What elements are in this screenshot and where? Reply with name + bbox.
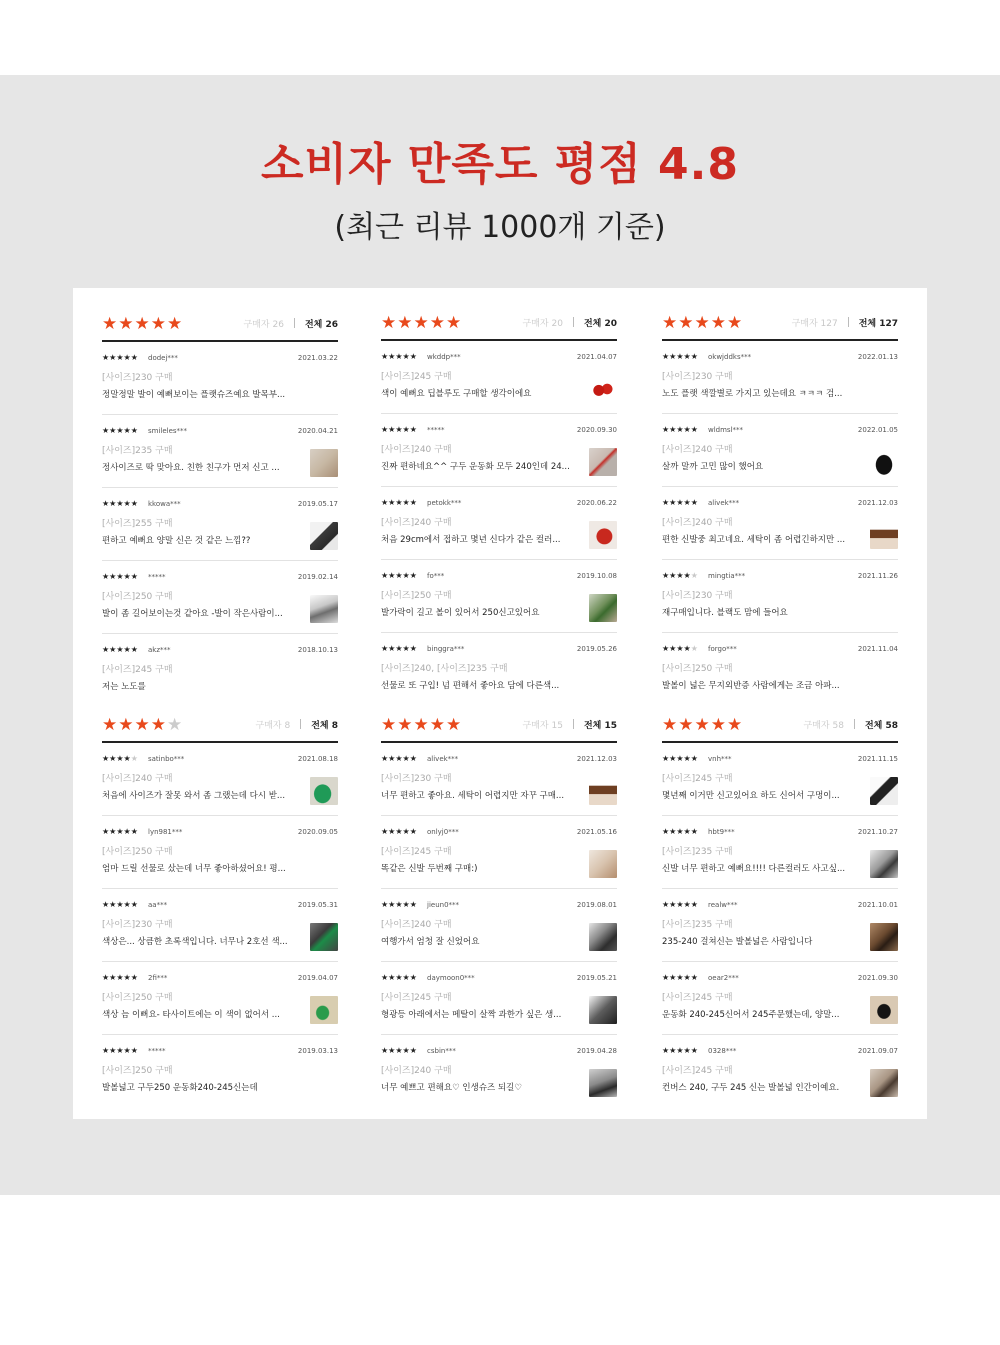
review-date: 2021.11.26 xyxy=(857,572,898,580)
reviewer-id: ***** xyxy=(148,573,166,581)
divider xyxy=(300,719,301,729)
review-date: 2021.09.30 xyxy=(857,974,898,982)
review-text[interactable]: 여행가서 엄청 잘 신었어요 xyxy=(381,937,480,947)
purchased-size: [사이즈]230 구매 xyxy=(662,591,733,601)
purchased-size: [사이즈]245 구매 xyxy=(662,774,733,784)
purchased-size: [사이즈]250 구매 xyxy=(102,847,173,857)
review-item[interactable] xyxy=(662,1035,898,1107)
reviewer-id: forgo*** xyxy=(708,645,737,653)
review-date: 2019.05.31 xyxy=(297,901,338,909)
review-item[interactable] xyxy=(381,889,617,962)
filled-star-icon: ★★★★★ xyxy=(662,900,698,909)
review-item[interactable] xyxy=(381,743,617,816)
review-count xyxy=(256,719,338,732)
review-date: 2022.01.05 xyxy=(857,426,898,434)
total-count: 전체 26 xyxy=(304,320,338,330)
review-photo-thumbnail[interactable] xyxy=(870,923,898,951)
page-subtitle: (최근 리뷰 1000개 기준) xyxy=(334,210,666,245)
purchased-size: [사이즈]240 구매 xyxy=(381,920,452,930)
review-item[interactable] xyxy=(662,487,898,560)
review-stars xyxy=(102,900,138,910)
filled-star-icon: ★★★★★ xyxy=(381,498,417,507)
review-item[interactable] xyxy=(102,415,338,488)
filled-star-icon: ★★★★ xyxy=(662,571,691,580)
review-card xyxy=(381,309,617,705)
filled-star-icon: ★★★★★ xyxy=(662,1046,698,1055)
filled-star-icon: ★★★★★ xyxy=(381,644,417,653)
review-stars xyxy=(662,900,698,910)
review-stars xyxy=(381,900,417,910)
review-date: 2018.10.13 xyxy=(297,646,338,654)
empty-star-icon: ★ xyxy=(690,571,698,580)
review-text[interactable]: 진짜 편하네요^^ 구두 운동화 모두 240인데 24... xyxy=(381,462,570,472)
reviewer-id: vnh*** xyxy=(708,755,732,763)
buyer-count: 구매자 20 xyxy=(522,319,563,329)
reviewer-id: alivek*** xyxy=(708,499,740,507)
divider xyxy=(294,318,295,328)
review-date: 2019.04.28 xyxy=(576,1047,617,1055)
total-count: 전체 58 xyxy=(864,721,898,731)
review-date: 2021.12.03 xyxy=(576,755,617,763)
reviewer-id: satinbo*** xyxy=(148,755,185,763)
review-text[interactable]: 처음 29cm에서 접하고 몇년 신다가 같은 컬러... xyxy=(381,535,561,545)
review-item[interactable] xyxy=(381,816,617,889)
review-count xyxy=(523,719,617,732)
filled-star-icon: ★★★★★ xyxy=(102,645,138,654)
review-photo-thumbnail[interactable] xyxy=(310,777,338,805)
review-photo-thumbnail[interactable] xyxy=(870,850,898,878)
purchased-size: [사이즈]250 구매 xyxy=(102,592,173,602)
review-item[interactable] xyxy=(381,487,617,560)
review-photo-thumbnail[interactable] xyxy=(870,996,898,1024)
review-stars xyxy=(662,754,698,764)
filled-star-icon: ★★★★★ xyxy=(381,425,417,434)
review-card xyxy=(381,711,617,1107)
purchased-size: [사이즈]240 구매 xyxy=(381,518,452,528)
filled-star-icon: ★★★★★ xyxy=(102,314,184,334)
filled-star-icon: ★★★★★ xyxy=(381,827,417,836)
review-date: 2021.03.22 xyxy=(297,354,338,362)
review-stars xyxy=(662,425,698,435)
reviewer-id: fo*** xyxy=(427,572,445,580)
review-text[interactable]: 정말정말 발이 예뻐보이는 플랫슈즈예요 발목부... xyxy=(102,390,286,400)
review-text[interactable]: 너무 편하고 좋아요. 세탁이 어렵지만 자꾸 구매... xyxy=(381,791,565,801)
review-text[interactable]: 정사이즈로 딱 맞아요. 친한 친구가 먼저 신고 ... xyxy=(102,463,280,473)
review-photo-thumbnail[interactable] xyxy=(589,996,617,1024)
review-item[interactable] xyxy=(102,342,338,415)
review-item[interactable] xyxy=(102,962,338,1035)
divider xyxy=(854,719,855,729)
review-text[interactable]: 선물로 또 구입! 넘 편해서 좋아요 담에 다른색... xyxy=(381,681,560,691)
purchased-size: [사이즈]240 구매 xyxy=(662,518,733,528)
filled-star-icon: ★★★★★ xyxy=(662,498,698,507)
purchased-size: [사이즈]240 구매 xyxy=(662,445,733,455)
review-item[interactable] xyxy=(381,962,617,1035)
review-card xyxy=(662,309,898,705)
review-date: 2021.09.07 xyxy=(857,1047,898,1055)
review-stars xyxy=(662,352,698,362)
review-item[interactable] xyxy=(662,816,898,889)
review-text[interactable]: 발볼이 넓은 무지외반증 사람에게는 조금 아파... xyxy=(662,681,840,691)
review-photo-thumbnail[interactable] xyxy=(870,448,898,476)
review-item[interactable] xyxy=(662,743,898,816)
review-item[interactable] xyxy=(102,561,338,634)
review-date: 2020.09.30 xyxy=(576,426,617,434)
review-stars xyxy=(381,425,417,435)
review-count xyxy=(804,719,898,732)
review-item[interactable] xyxy=(662,341,898,414)
review-card xyxy=(662,711,898,1107)
review-photo-thumbnail[interactable] xyxy=(589,594,617,622)
reviewer-id: akz*** xyxy=(148,646,171,654)
purchased-size: [사이즈]250 구매 xyxy=(102,993,173,1003)
review-photo-thumbnail[interactable] xyxy=(589,521,617,549)
card-header xyxy=(662,309,898,341)
review-date: 2021.12.03 xyxy=(857,499,898,507)
filled-star-icon: ★★★★★ xyxy=(662,827,698,836)
review-text[interactable]: 색이 예뻐요 딥블루도 구매할 생각이에요 xyxy=(381,389,532,399)
review-stars xyxy=(662,973,698,983)
filled-star-icon: ★★★★★ xyxy=(381,352,417,361)
reviewer-id: smileles*** xyxy=(148,427,188,435)
review-photo-thumbnail[interactable] xyxy=(870,1069,898,1097)
review-stars xyxy=(102,426,138,436)
review-date: 2021.04.07 xyxy=(576,353,617,361)
reviewer-id: 2fi*** xyxy=(148,974,168,982)
buyer-count: 구매자 58 xyxy=(803,721,844,731)
review-item[interactable] xyxy=(381,341,617,414)
filled-star-icon: ★★★★ xyxy=(102,715,167,735)
purchased-size: [사이즈]245 구매 xyxy=(381,993,452,1003)
reviewer-id: wldmsl*** xyxy=(708,426,744,434)
filled-star-icon: ★★★★★ xyxy=(662,973,698,982)
filled-star-icon: ★★★★★ xyxy=(662,425,698,434)
total-count: 전체 8 xyxy=(311,721,338,731)
review-item[interactable] xyxy=(381,414,617,487)
review-stars xyxy=(381,973,417,983)
purchased-size: [사이즈]230 구매 xyxy=(662,372,733,382)
reviewer-id: jieun0*** xyxy=(427,901,460,909)
total-count: 전체 20 xyxy=(583,319,617,329)
review-stars xyxy=(381,571,417,581)
review-text[interactable]: 노도 플랫 색깔별로 가지고 있는데요 ㅋㅋㅋ 검... xyxy=(662,389,843,399)
review-item[interactable] xyxy=(662,889,898,962)
review-text[interactable]: 저는 노도를 xyxy=(102,682,146,692)
review-text[interactable]: 편하고 예뻐요 양말 신은 것 같은 느낌?? xyxy=(102,536,251,546)
purchased-size: [사이즈]245 구매 xyxy=(662,1066,733,1076)
card-header xyxy=(662,711,898,743)
review-photo-thumbnail[interactable] xyxy=(870,777,898,805)
reviewer-id: binggra*** xyxy=(427,645,465,653)
review-stars xyxy=(381,1046,417,1056)
reviewer-id: daymoon0*** xyxy=(427,974,475,982)
filled-star-icon: ★★★★★ xyxy=(662,754,698,763)
review-stars xyxy=(102,645,138,655)
review-stars xyxy=(381,827,417,837)
purchased-size: [사이즈]230 구매 xyxy=(102,920,173,930)
review-photo-thumbnail[interactable] xyxy=(310,595,338,623)
review-item[interactable] xyxy=(381,560,617,633)
review-photo-thumbnail[interactable] xyxy=(589,777,617,805)
purchased-size: [사이즈]230 구매 xyxy=(381,774,452,784)
review-stars xyxy=(662,644,698,654)
review-stars xyxy=(381,352,417,362)
empty-star-icon: ★ xyxy=(690,644,698,653)
purchased-size: [사이즈]240 구매 xyxy=(381,1066,452,1076)
purchased-size: [사이즈]255 구매 xyxy=(102,519,173,529)
review-stars xyxy=(102,572,138,582)
divider xyxy=(573,719,574,729)
total-count: 전체 15 xyxy=(583,721,617,731)
review-text[interactable]: 발가락이 길고 볼이 있어서 250신고있어요 xyxy=(381,608,540,618)
reviewer-id: lyn981*** xyxy=(148,828,183,836)
review-photo-thumbnail[interactable] xyxy=(589,1069,617,1097)
card-header xyxy=(102,711,338,743)
review-date: 2019.05.17 xyxy=(297,500,338,508)
review-stars xyxy=(662,498,698,508)
rating-stars xyxy=(662,313,743,333)
card-header xyxy=(102,310,338,342)
review-text[interactable]: 발이 좀 길어보이는것 같아요 -발이 작은사람이... xyxy=(102,609,283,619)
review-date: 2021.08.18 xyxy=(297,755,338,763)
review-date: 2020.06.22 xyxy=(576,499,617,507)
review-item[interactable] xyxy=(102,889,338,962)
filled-star-icon: ★★★★★ xyxy=(102,499,138,508)
review-date: 2019.10.08 xyxy=(576,572,617,580)
rating-stars xyxy=(381,313,462,333)
total-count: 전체 127 xyxy=(858,319,898,329)
buyer-count: 구매자 15 xyxy=(522,721,563,731)
reviewer-id: alivek*** xyxy=(427,755,459,763)
review-date: 2021.11.15 xyxy=(857,755,898,763)
review-item[interactable] xyxy=(102,634,338,706)
card-header xyxy=(381,309,617,341)
review-item[interactable] xyxy=(662,633,898,705)
review-stars xyxy=(102,973,138,983)
review-text[interactable]: 살까 말까 고민 많이 했어요 xyxy=(662,462,764,472)
reviewer-id: petokk*** xyxy=(427,499,462,507)
review-item[interactable] xyxy=(381,633,617,705)
review-date: 2019.08.01 xyxy=(576,901,617,909)
reviewer-id: csbin*** xyxy=(427,1047,456,1055)
review-stars xyxy=(381,754,417,764)
filled-star-icon: ★★★★★ xyxy=(102,426,138,435)
filled-star-icon: ★★★★★ xyxy=(662,352,698,361)
purchased-size: [사이즈]235 구매 xyxy=(662,847,733,857)
review-item[interactable] xyxy=(381,1035,617,1107)
review-date: 2020.04.21 xyxy=(297,427,338,435)
review-text[interactable]: 너무 예쁘고 편해요♡ 인생슈즈 되길♡ xyxy=(381,1083,523,1093)
filled-star-icon: ★★★★★ xyxy=(662,715,744,735)
page-title: 소비자 만족도 평점 4.8 xyxy=(261,139,739,190)
purchased-size: [사이즈]235 구매 xyxy=(662,920,733,930)
review-stars xyxy=(102,353,138,363)
review-photo-thumbnail[interactable] xyxy=(589,850,617,878)
reviewer-id: kkowa*** xyxy=(148,500,181,508)
review-date: 2020.09.05 xyxy=(297,828,338,836)
review-text[interactable]: 형광등 아래에서는 메탈이 살짝 과한가 싶은 생... xyxy=(381,1010,562,1020)
review-stars xyxy=(662,571,698,581)
review-text[interactable]: 컨버스 240, 구두 245 신는 발볼넓 인간이예요. xyxy=(662,1083,840,1093)
filled-star-icon: ★★★★ xyxy=(662,644,691,653)
divider xyxy=(573,317,574,327)
review-stars xyxy=(381,644,417,654)
purchased-size: [사이즈]240, [사이즈]235 구매 xyxy=(381,664,508,674)
filled-star-icon: ★★★★★ xyxy=(102,1046,138,1055)
review-photo-thumbnail[interactable] xyxy=(870,521,898,549)
reviewer-id: okwjddks*** xyxy=(708,353,752,361)
purchased-size: [사이즈]250 구매 xyxy=(102,1066,173,1076)
review-stars xyxy=(102,827,138,837)
review-item[interactable] xyxy=(102,488,338,561)
review-text[interactable]: 처음에 사이즈가 잘못 와서 좀 그랬는데 다시 받... xyxy=(102,791,286,801)
review-count xyxy=(523,317,617,330)
review-text[interactable]: 색상 늠 이뻐요- 타사이트에는 이 색이 없어서 ... xyxy=(102,1010,280,1020)
buyer-count: 구매자 8 xyxy=(255,721,291,731)
purchased-size: [사이즈]245 구매 xyxy=(381,847,452,857)
purchased-size: [사이즈]245 구매 xyxy=(662,993,733,1003)
review-item[interactable] xyxy=(102,1035,338,1107)
divider xyxy=(848,317,849,327)
review-photo-thumbnail[interactable] xyxy=(589,448,617,476)
reviewer-id: ***** xyxy=(148,1047,166,1055)
filled-star-icon: ★★★★★ xyxy=(102,900,138,909)
review-date: 2019.02.14 xyxy=(297,573,338,581)
review-count xyxy=(244,318,338,331)
filled-star-icon: ★★★★★ xyxy=(381,715,463,735)
reviewer-id: hbt9*** xyxy=(708,828,735,836)
filled-star-icon: ★★★★★ xyxy=(381,1046,417,1055)
review-text[interactable]: 엄마 드릴 선물로 샀는데 너무 좋아하셨어요! 평... xyxy=(102,864,286,874)
filled-star-icon: ★★★★★ xyxy=(381,571,417,580)
filled-star-icon: ★★★★★ xyxy=(102,973,138,982)
review-photo-thumbnail[interactable] xyxy=(310,996,338,1024)
purchased-size: [사이즈]240 구매 xyxy=(102,774,173,784)
review-date: 2022.01.13 xyxy=(857,353,898,361)
purchased-size: [사이즈]245 구매 xyxy=(381,372,452,382)
review-date: 2019.05.21 xyxy=(576,974,617,982)
rating-stars xyxy=(102,314,183,334)
filled-star-icon: ★★★★★ xyxy=(381,973,417,982)
reviewer-id: onlyj0*** xyxy=(427,828,459,836)
review-text[interactable]: 발볼넓고 구두250 운동화240-245신는데 xyxy=(102,1083,258,1093)
filled-star-icon: ★★★★★ xyxy=(102,353,138,362)
review-photo-thumbnail[interactable] xyxy=(310,449,338,477)
filled-star-icon: ★★★★★ xyxy=(102,827,138,836)
reviewer-id: ***** xyxy=(427,426,445,434)
filled-star-icon: ★★★★★ xyxy=(381,900,417,909)
review-stars xyxy=(662,827,698,837)
review-stars xyxy=(381,498,417,508)
filled-star-icon: ★★★★★ xyxy=(381,313,463,333)
review-photo-thumbnail[interactable] xyxy=(589,923,617,951)
reviewer-id: oear2*** xyxy=(708,974,739,982)
review-text[interactable]: 235-240 걸쳐신는 발볼넓은 사람입니다 xyxy=(662,937,813,947)
purchased-size: [사이즈]250 구매 xyxy=(662,664,733,674)
review-photo-thumbnail[interactable] xyxy=(310,522,338,550)
review-photo-thumbnail[interactable] xyxy=(589,375,617,403)
purchased-size: [사이즈]245 구매 xyxy=(102,665,173,675)
reviewer-id: mingtia*** xyxy=(708,572,746,580)
review-date: 2021.11.04 xyxy=(857,645,898,653)
review-item[interactable] xyxy=(662,560,898,633)
review-date: 2021.10.27 xyxy=(857,828,898,836)
filled-star-icon: ★★★★★ xyxy=(381,754,417,763)
review-item[interactable] xyxy=(662,962,898,1035)
review-stars xyxy=(102,754,138,764)
review-item[interactable] xyxy=(102,816,338,889)
review-date: 2019.03.13 xyxy=(297,1047,338,1055)
reviewer-id: wkddp*** xyxy=(427,353,461,361)
review-date: 2019.05.26 xyxy=(576,645,617,653)
empty-star-icon: ★ xyxy=(130,754,138,763)
review-text[interactable]: 몇년째 이거만 신고있어요 하도 신어서 구멍이... xyxy=(662,791,840,801)
filled-star-icon: ★★★★★ xyxy=(102,572,138,581)
review-text[interactable]: 편한 신발중 최고네요. 세탁이 좀 어렵긴하지만 ... xyxy=(662,535,846,545)
review-count xyxy=(792,317,898,330)
review-photo-thumbnail[interactable] xyxy=(310,923,338,951)
card-header xyxy=(381,711,617,743)
filled-star-icon: ★★★★★ xyxy=(662,313,744,333)
review-date: 2021.10.01 xyxy=(857,901,898,909)
review-stars xyxy=(662,1046,698,1056)
review-text[interactable]: 재구매입니다. 블랙도 맘에 들어요 xyxy=(662,608,788,618)
review-card xyxy=(102,711,338,1107)
buyer-count: 구매자 127 xyxy=(791,319,838,329)
review-card xyxy=(102,310,338,706)
review-stars xyxy=(102,1046,138,1056)
review-stars xyxy=(102,499,138,509)
reviewer-id: 0328*** xyxy=(708,1047,737,1055)
filled-star-icon: ★★★★ xyxy=(102,754,131,763)
rating-stars xyxy=(662,715,743,735)
review-item[interactable] xyxy=(662,414,898,487)
reviewer-id: dodej*** xyxy=(148,354,178,362)
reviewer-id: aa*** xyxy=(148,901,168,909)
purchased-size: [사이즈]240 구매 xyxy=(381,445,452,455)
purchased-size: [사이즈]230 구매 xyxy=(102,373,173,383)
review-item[interactable] xyxy=(102,743,338,816)
reviewer-id: realw*** xyxy=(708,901,738,909)
review-panel xyxy=(73,288,927,1119)
review-text[interactable]: 색상은... 상큼한 초록색입니다. 너무나 2호선 색... xyxy=(102,937,288,947)
half-star-icon: ★ xyxy=(166,715,184,735)
review-date: 2019.04.07 xyxy=(297,974,338,982)
purchased-size: [사이즈]250 구매 xyxy=(381,591,452,601)
rating-stars xyxy=(102,715,183,735)
review-text[interactable]: 신발 너무 편하고 예뻐요!!!! 다른컬러도 사고싶... xyxy=(662,864,846,874)
review-text[interactable]: 똑같은 신발 두번째 구매:) xyxy=(381,864,478,874)
purchased-size: [사이즈]235 구매 xyxy=(102,446,173,456)
rating-stars xyxy=(381,715,462,735)
review-date: 2021.05.16 xyxy=(576,828,617,836)
buyer-count: 구매자 26 xyxy=(243,320,284,330)
review-text[interactable]: 운동화 240-245신어서 245주문했는데, 양말... xyxy=(662,1010,840,1020)
